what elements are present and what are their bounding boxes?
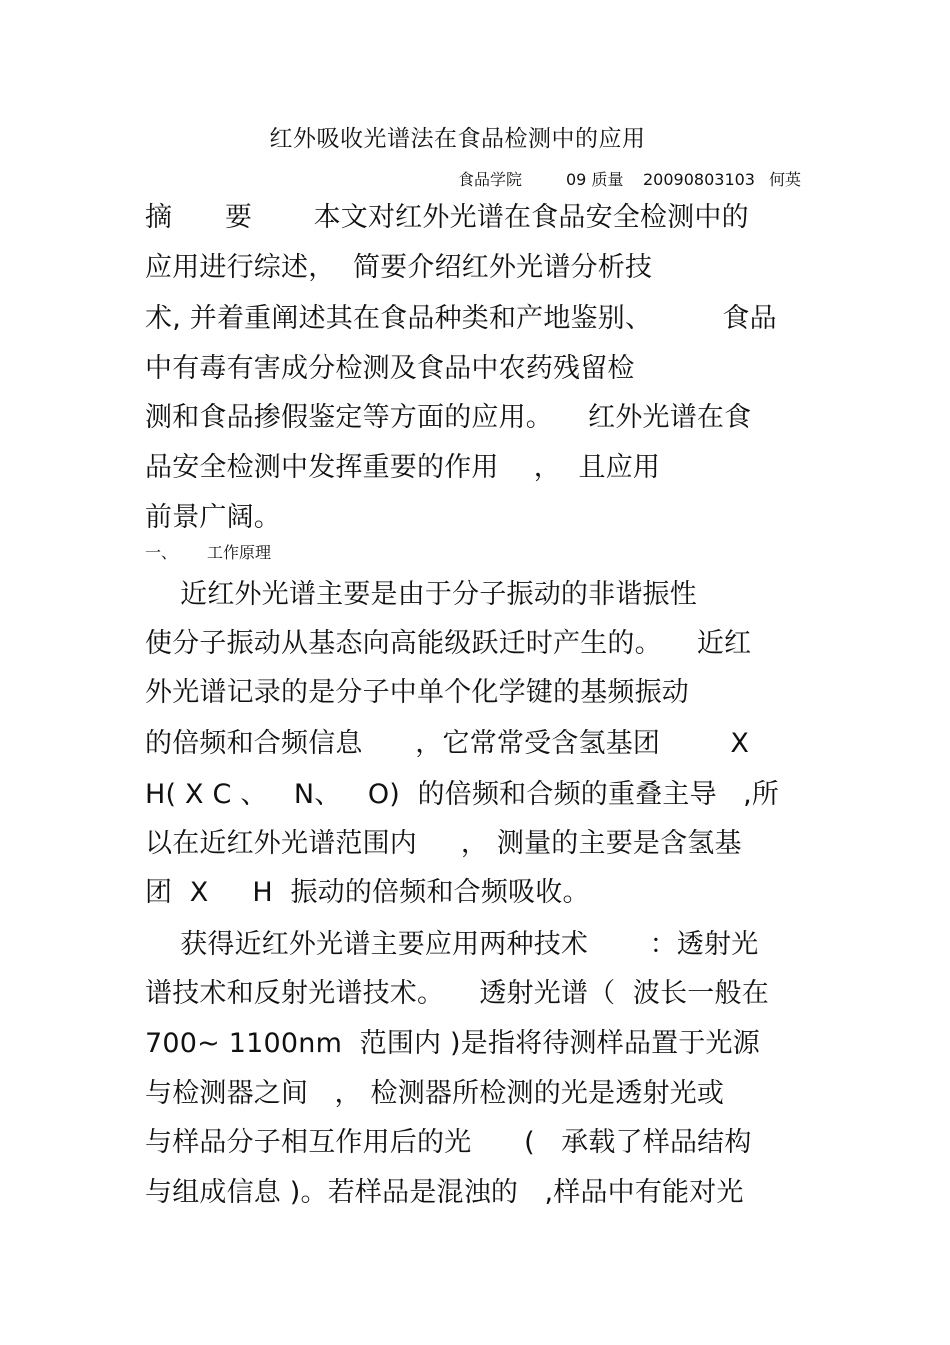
paragraph-line: 获得近红外光谱主要应用两种技术 ：透射光 [145,929,759,960]
paragraph-line: 近红外光谱主要是由于分子振动的非谐振性 [145,579,697,610]
section-title: 工作原理 [207,543,272,562]
abstract-line: 中有毒有害成分检测及食品中农药残留检 [145,353,635,384]
author-name: 何英 [769,170,802,189]
abstract-line: 品安全检测中发挥重要的作用 ， 且应用 [145,452,661,483]
paragraph-line: 外光谱记录的是分子中单个化学键的基频振动 [145,677,689,708]
author-school: 食品学院 [458,170,523,189]
author-class: 09 质量 [566,170,624,189]
paragraph-line: 的倍频和合频信息 ，它常常受含氢基团 X [145,728,750,759]
paragraph-line: 与样品分子相互作用后的光 ( 承载了样品结构 [145,1127,752,1158]
abstract-line: 术, 并着重阐述其在食品种类和产地鉴别、 食品 [145,303,777,334]
paragraph-line: 与检测器之间 ， 检测器所检测的光是透射光或 [145,1078,725,1109]
abstract-line: 应用进行综述， 简要介绍红外光谱分析技 [145,252,653,283]
paragraph-line: 使分子振动从基态向高能级跃迁时产生的。 近红 [145,628,752,659]
paragraph-line: 700~ 1100nm 范围内 )是指将待测样品置于光源 [145,1028,760,1059]
paragraph-line: 团 X H 振动的倍频和合频吸收。 [145,877,590,908]
abstract-line: 前景广阔。 [145,502,281,533]
abstract-line: 测和食品掺假鉴定等方面的应用。 红外光谱在食 [145,402,752,433]
abstract-line: 摘 要 本文对红外光谱在食品安全检测中的 [145,202,749,233]
author-info [458,168,818,192]
paragraph-line: 谱技术和反射光谱技术。 透射光谱（ 波长一般在 [145,978,769,1009]
author-student-id: 20090803103 [643,170,755,189]
document-title: 红外吸收光谱法在食品检测中的应用 [269,126,646,152]
paragraph-line: 以在近红外光谱范围内 ， 测量的主要是含氢基 [145,828,742,859]
section-number: 一、 [145,543,178,562]
paragraph-line: H( X C 、 N、 O) 的倍频和合频的重叠主导 ,所 [145,779,780,810]
paragraph-line: 与组成信息 )。若样品是混浊的 ,样品中有能对光 [145,1177,744,1208]
